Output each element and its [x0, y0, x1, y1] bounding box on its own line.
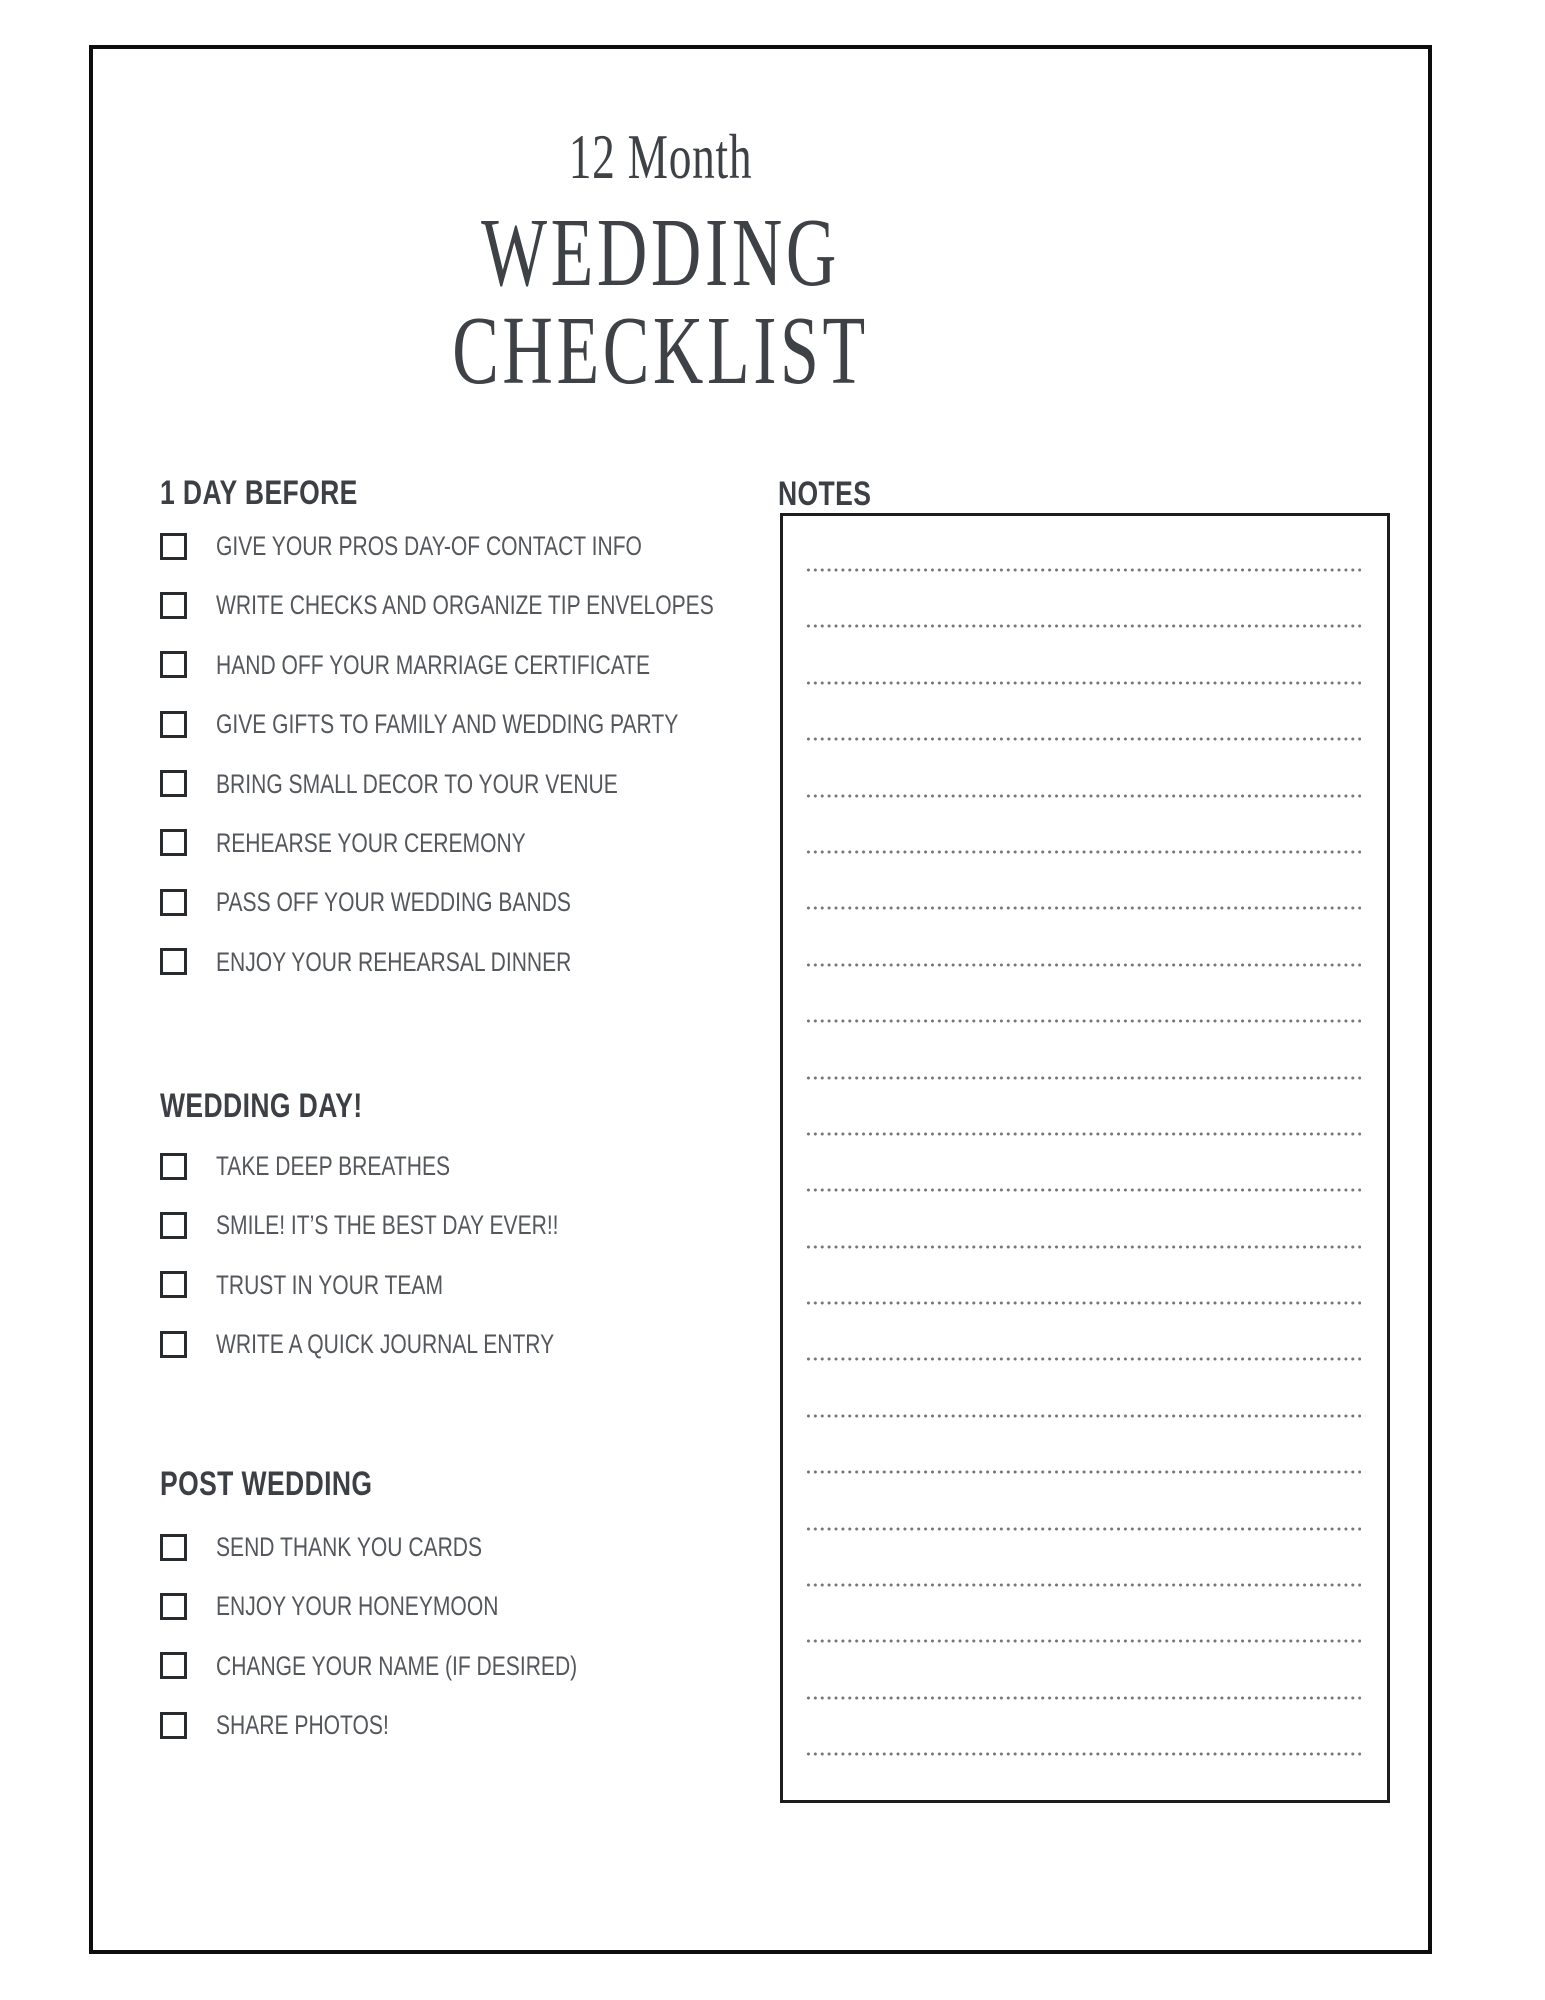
notes-dotted-line: [805, 1414, 1361, 1418]
notes-dotted-line: [805, 624, 1361, 628]
checklist-item: [160, 1330, 655, 1358]
checklist-item-label: WRITE A QUICK JOURNAL ENTRY: [216, 1329, 555, 1360]
checklist-item: [160, 948, 854, 976]
checkbox[interactable]: [160, 1593, 187, 1620]
notes-dotted-line: [805, 1527, 1361, 1531]
checklist-item-label: ENJOY YOUR REHEARSAL DINNER: [216, 946, 572, 977]
title-line-wedding: WEDDING: [481, 199, 840, 306]
notes-dotted-line: [805, 1301, 1361, 1305]
checklist-item-label: CHANGE YOUR NAME (IF DESIRED): [216, 1650, 578, 1681]
checklist-item-label: REHEARSE YOUR CEREMONY: [216, 827, 526, 858]
heading-notes: NOTES: [778, 475, 872, 513]
notes-dotted-line: [805, 1639, 1361, 1643]
checklist-item: [160, 770, 854, 798]
checklist-item-label: WRITE CHECKS AND ORGANIZE TIP ENVELOPES: [216, 590, 714, 621]
notes-dotted-line: [805, 1132, 1361, 1136]
checklist-item-label: GIVE YOUR PROS DAY-OF CONTACT INFO: [216, 531, 642, 561]
notes-dotted-line: [805, 1188, 1361, 1192]
notes-dotted-line: [805, 1470, 1361, 1474]
checklist-item-label: TRUST IN YOUR TEAM: [216, 1269, 444, 1300]
notes-dotted-line: [805, 1583, 1361, 1587]
checklist-item-label: SMILE! IT’S THE BEST DAY EVER!!: [216, 1210, 559, 1241]
heading-1-day-before: 1 DAY BEFORE: [160, 474, 358, 512]
checkbox[interactable]: [160, 1331, 187, 1358]
title-subtitle: 12 Month: [568, 122, 753, 192]
checkbox[interactable]: [160, 1712, 187, 1739]
checklist-1-day-before: [160, 532, 854, 1007]
checklist-item: [160, 829, 854, 857]
checkbox[interactable]: [160, 533, 187, 560]
checkbox[interactable]: [160, 1271, 187, 1298]
checkbox[interactable]: [160, 829, 187, 856]
checklist-item: [160, 651, 854, 679]
checkbox[interactable]: [160, 651, 187, 678]
notes-dotted-line: [805, 794, 1361, 798]
heading-wedding-day: WEDDING DAY!: [160, 1087, 363, 1125]
checklist-item: [160, 888, 854, 916]
notes-box: [780, 513, 1390, 1803]
checklist-item: [160, 1711, 679, 1739]
checklist-item-label: PASS OFF YOUR WEDDING BANDS: [216, 887, 571, 918]
notes-dotted-line: [805, 681, 1361, 685]
checklist-item-label: HAND OFF YOUR MARRIAGE CERTIFICATE: [216, 649, 651, 680]
checklist-item: [160, 710, 854, 738]
notes-dotted-line: [805, 1076, 1361, 1080]
checkbox[interactable]: [160, 1534, 187, 1561]
heading-post-wedding: POST WEDDING: [160, 1465, 373, 1503]
checkbox[interactable]: [160, 1652, 187, 1679]
checklist-item: [160, 1152, 655, 1180]
checklist-item: [160, 1652, 679, 1680]
checklist-item: [160, 1592, 679, 1620]
checkbox[interactable]: [160, 1212, 187, 1239]
checklist-item-label: TAKE DEEP BREATHES: [216, 1151, 451, 1181]
checkbox[interactable]: [160, 711, 187, 738]
notes-dotted-line: [805, 850, 1361, 854]
checklist-item: [160, 532, 854, 560]
checkbox[interactable]: [160, 770, 187, 797]
checklist-item-label: GIVE GIFTS TO FAMILY AND WEDDING PARTY: [216, 709, 679, 740]
checklist-item: [160, 1211, 655, 1239]
notes-dotted-line: [805, 1245, 1361, 1249]
notes-dotted-line: [805, 906, 1361, 910]
checklist-item-label: ENJOY YOUR HONEYMOON: [216, 1591, 499, 1622]
checkbox[interactable]: [160, 1153, 187, 1180]
checklist-item-label: SHARE PHOTOS!: [216, 1710, 389, 1741]
checklist-item: [160, 591, 854, 619]
checkbox[interactable]: [160, 948, 187, 975]
notes-dotted-line: [805, 1019, 1361, 1023]
notes-dotted-line: [805, 737, 1361, 741]
checklist-item: [160, 1271, 655, 1299]
checklist-post-wedding: [160, 1533, 679, 1771]
notes-dotted-line: [805, 1357, 1361, 1361]
checkbox[interactable]: [160, 592, 187, 619]
notes-dotted-line: [805, 1752, 1361, 1756]
notes-dotted-line: [805, 1696, 1361, 1700]
notes-dotted-line: [805, 963, 1361, 967]
title-line-checklist: CHECKLIST: [452, 297, 869, 404]
checklist-item: [160, 1533, 679, 1561]
checklist-item-label: SEND THANK YOU CARDS: [216, 1532, 483, 1562]
checklist-wedding-day: [160, 1152, 655, 1390]
checklist-item-label: BRING SMALL DECOR TO YOUR VENUE: [216, 768, 618, 799]
notes-dotted-line: [805, 568, 1361, 572]
checkbox[interactable]: [160, 889, 187, 916]
